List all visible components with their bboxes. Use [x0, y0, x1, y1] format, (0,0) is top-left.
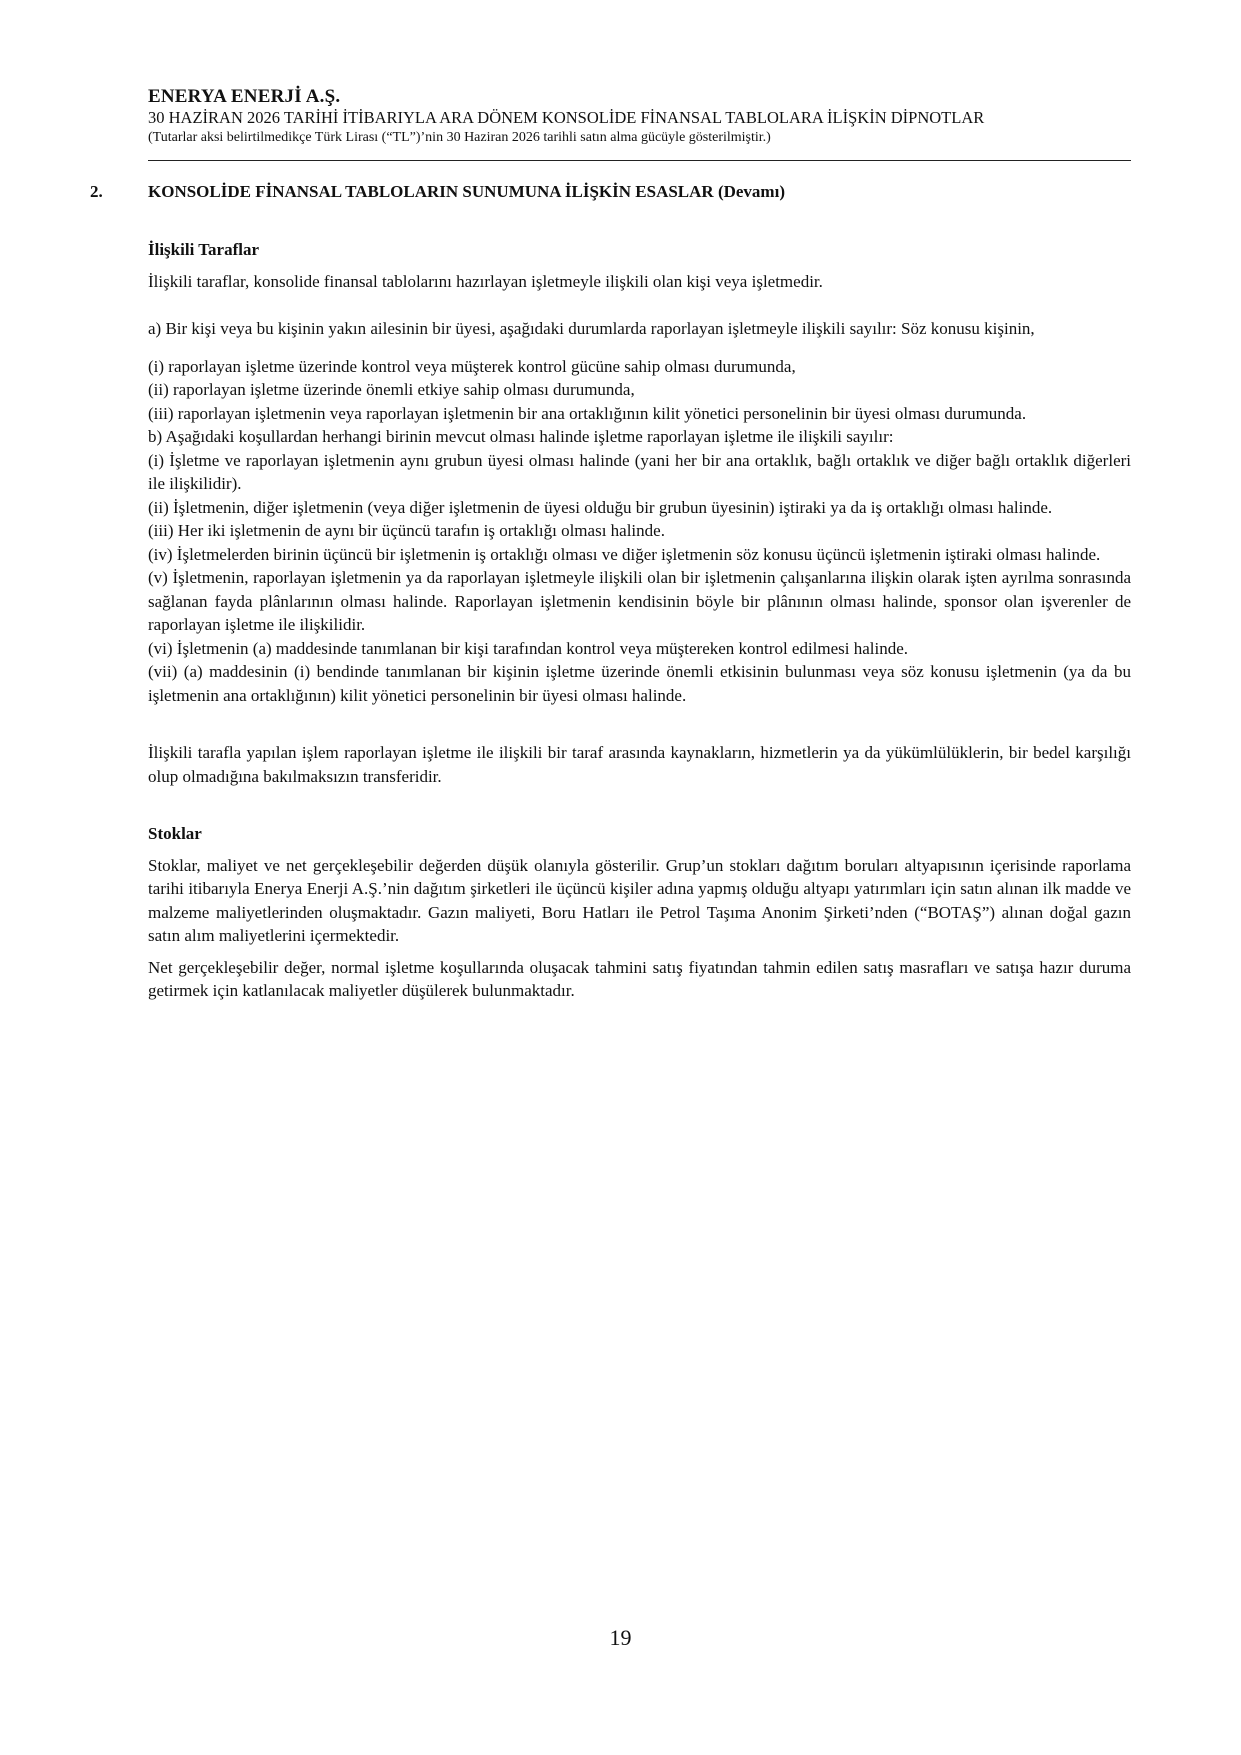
clause-b-item: (vii) (a) maddesinin (i) bendinde tanımlanan bir kişinin işletme üzerinde önemli etkisinin bulunması veya söz konusu işletmenin (ya da bu işletmenin ana ortaklığının) kilit yönetici personelinin bir üyesi olması halinde.	[148, 662, 1131, 705]
related-parties-heading: İlişkili Taraflar	[148, 240, 259, 259]
clause-a: a) Bir kişi veya bu kişinin yakın ailesinin bir üyesi, aşağıdaki durumlarda raporlayan işletmeyle ilişkili sayılır: Söz konusu kişinin,	[148, 319, 1035, 338]
company-name: ENERYA ENERJİ A.Ş.	[148, 86, 341, 107]
clause-b: b) Aşağıdaki koşullardan herhangi birinin mevcut olması halinde işletme raporlayan işletme ile ilişkili sayılır:	[148, 427, 894, 446]
inventories-heading: Stoklar	[148, 824, 202, 843]
clause-b-item: (iv) İşletmelerden birinin üçüncü bir işletmenin iş ortaklığı olması ve diğer işletmenin söz konusu üçüncü işletmenin iştiraki olması halinde.	[148, 544, 1101, 564]
related-party-transaction-definition: İlişkili tarafla yapılan işlem raporlayan işletme ile ilişkili bir taraf arasında kaynakların, hizmetlerin ya da yükümlülüklerin, bir bedel karşılığı olup olmadığına bakılmaksızın transferidir.	[148, 743, 1131, 786]
clause-a-item: (ii) raporlayan işletme üzerinde önemli etkiye sahip olması durumunda,	[148, 380, 635, 399]
related-parties-intro: İlişkili taraflar, konsolide finansal tablolarını hazırlayan işletmeyle ilişkili olan kişi veya işletmedir.	[148, 271, 823, 291]
currency-note: (Tutarlar aksi belirtilmedikçe Türk Lirası (“TL”)’nin 30 Haziran 2026 tarihli satın alma gücüyle gösterilmiştir.)	[148, 130, 771, 145]
clause-b-item: (v) İşletmenin, raporlayan işletmenin ya da raporlayan işletmeyle ilişkili olan bir işletmenin çalışanlarına ilişkin olarak işten ayrılma sonrasında sağlanan fayda plânlarının olması halinde. Raporlayan işletmenin kendisinin böyle bir plânının olması halinde, sponsor olan işverenler de raporlayan işletme ile ilişkilidir.	[148, 568, 1131, 634]
clause-a-item: (iii) raporlayan işletmenin veya raporlayan işletmenin bir ana ortaklığının kilit yönetici personelinin bir üyesi olması durumunda.	[148, 403, 1027, 423]
section-title: KONSOLİDE FİNANSAL TABLOLARIN SUNUMUNA İLİŞKİN ESASLAR (Devamı)	[148, 182, 785, 201]
inventories-paragraph: Stoklar, maliyet ve net gerçekleşebilir değerden düşük olanıyla gösterilir. Grup’un stokları dağıtım boruları altyapısının içerisinde raporlama tarihi itibarıyla Enerya Enerji A.Ş.’nin dağıtım şirketleri ile üçüncü kişiler adına yapmış olduğu altyapı yatırımları için satın alınan ilk madde ve malzeme maliyetlerinden oluşmaktadır. Gazın maliyeti, Boru Hatları ile Petrol Taşıma Anonim Şirketi’nden (“BOTAŞ”) alınan doğal gazın satın alım maliyetlerini içermektedir.	[148, 855, 1131, 945]
page-number: 19	[609, 1625, 632, 1650]
inventories-paragraph: Net gerçekleşebilir değer, normal işletme koşullarında oluşacak tahmini satış fiyatından tahmin edilen satış masrafları ve satışa hazır duruma getirmek için katlanılacak maliyetler düşülerek bulunmaktadır.	[148, 957, 1131, 1000]
section-number: 2.	[90, 182, 103, 201]
page-header	[148, 86, 1131, 147]
clause-b-item: (i) İşletme ve raporlayan işletmenin aynı grubun üyesi olması halinde (yani her bir ana ortaklık, bağlı ortaklık ve diğer bağlı ortaklık diğerleri ile ilişkilidir).	[148, 450, 1131, 493]
header-divider	[148, 160, 1131, 161]
clause-b-item: (vi) İşletmenin (a) maddesinde tanımlanan bir kişi tarafından kontrol veya müştereken kontrol edilmesi halinde.	[148, 638, 909, 658]
page-content	[148, 238, 1131, 1003]
clause-b-item: (ii) İşletmenin, diğer işletmenin (veya diğer işletmenin de üyesi olduğu bir grubun üyesinin) iştiraki ya da iş ortaklığı olması halinde.	[148, 497, 1053, 517]
clause-a-item: (i) raporlayan işletme üzerinde kontrol veya müşterek kontrol gücüne sahip olması durumunda,	[148, 356, 796, 376]
report-subtitle: 30 HAZİRAN 2026 TARİHİ İTİBARIYLA ARA DÖNEM KONSOLİDE FİNANSAL TABLOLARA İLİŞKİN DİPNOTLAR	[148, 108, 985, 127]
clause-b-item: (iii) Her iki işletmenin de aynı bir üçüncü tarafın iş ortaklığı olması halinde.	[148, 521, 665, 540]
